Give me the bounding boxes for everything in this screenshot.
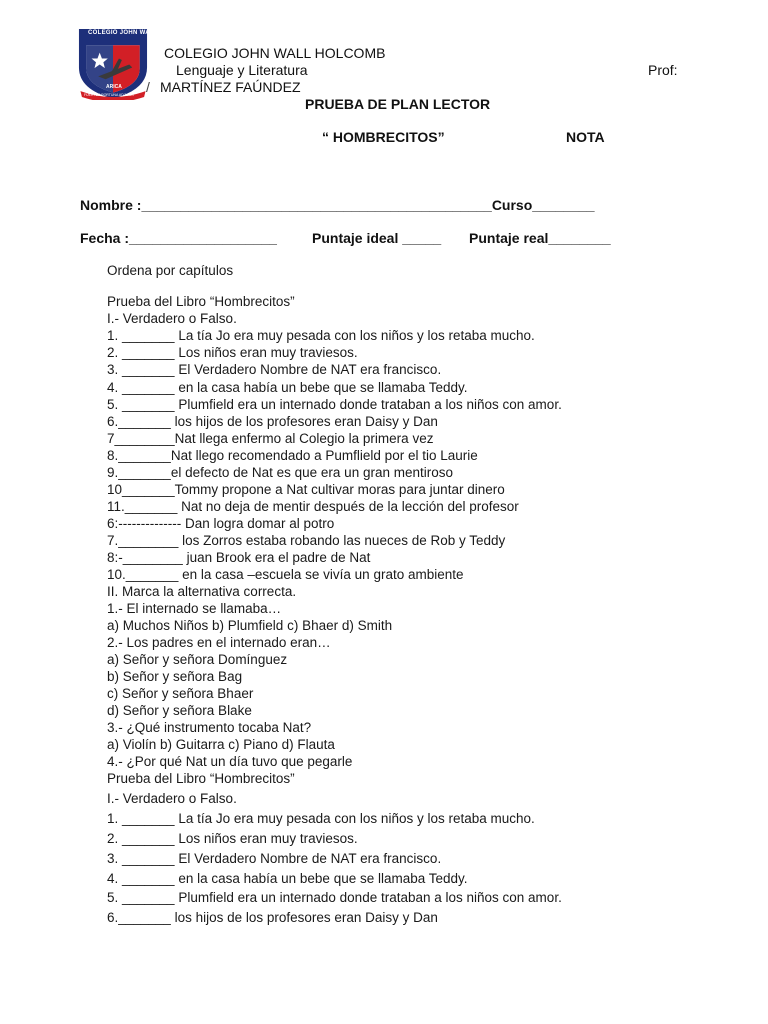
- real-score-field: Puntaje real________: [469, 230, 611, 246]
- body-line: d) Señor y señora Blake: [107, 703, 252, 718]
- body-line: 3.- ¿Qué instrumento tocaba Nat?: [107, 720, 312, 735]
- body-line: 10._______ en la casa –escuela se vivía un grato ambiente: [107, 567, 464, 582]
- crest-motto: FUERTES PORTUNA ADJUVAT: [84, 93, 135, 97]
- body-line: 8:-________ juan Brook era el padre de Nat: [107, 550, 371, 565]
- cut-mark-fragment: /: [146, 79, 150, 95]
- body-line: I.- Verdadero o Falso.: [107, 791, 237, 806]
- body-line: 4. _______ en la casa había un bebe que se llamaba Teddy.: [107, 871, 468, 886]
- crest-bottom-text: ARICA: [106, 84, 122, 90]
- date-field: Fecha :___________________: [80, 230, 277, 246]
- body-line: b) Señor y señora Bag: [107, 669, 243, 684]
- body-line: 3. _______ El Verdadero Nombre de NAT era francisco.: [107, 362, 442, 377]
- body-line: I.- Verdadero o Falso.: [107, 311, 237, 326]
- body-line: Prueba del Libro “Hombrecitos”: [107, 294, 295, 309]
- school-name: COLEGIO JOHN WALL HOLCOMB: [164, 45, 386, 61]
- prof-label: Prof:: [648, 62, 678, 78]
- crest-top-text: COLEGIO JOHN WALL: [88, 30, 158, 36]
- body-line: a) Señor y señora Domínguez: [107, 652, 288, 667]
- body-line: 11._______ Nat no deja de mentir después de la lección del profesor: [107, 499, 519, 514]
- grade-label: NOTA: [566, 129, 605, 145]
- body-line: 5. _______ Plumfield era un internado donde trataban a los niños con amor.: [107, 397, 562, 412]
- teacher-name: MARTÍNEZ FAÚNDEZ: [160, 79, 301, 95]
- body-line: 9._______el defecto de Nat es que era un gran mentiroso: [107, 465, 453, 480]
- ideal-score-field: Puntaje ideal _____: [312, 230, 442, 246]
- body-line: c) Señor y señora Bhaer: [107, 686, 254, 701]
- body-line: 4.- ¿Por qué Nat un día tuvo que pegarle: [107, 754, 353, 769]
- body-line: 3. _______ El Verdadero Nombre de NAT era francisco.: [107, 851, 442, 866]
- body-line: 2. _______ Los niños eran muy traviesos.: [107, 345, 358, 360]
- body-line: 2.- Los padres en el internado eran…: [107, 635, 331, 650]
- book-title: “ HOMBRECITOS”: [322, 129, 445, 145]
- body-line: 1.- El internado se llamaba…: [107, 601, 282, 616]
- body-line: 6._______ los hijos de los profesores eran Daisy y Dan: [107, 414, 438, 429]
- body-line: 6._______ los hijos de los profesores eran Daisy y Dan: [107, 910, 438, 925]
- body-line: 7________Nat llega enfermo al Colegio la primera vez: [107, 431, 434, 446]
- body-line: 6:-------------- Dan logra domar al potro: [107, 516, 335, 531]
- test-title: PRUEBA DE PLAN LECTOR: [305, 96, 491, 112]
- body-line: Ordena por capítulos: [107, 263, 234, 278]
- name-course-field: Nombre :_____________________________________________Curso________: [80, 197, 595, 213]
- body-line: 4. _______ en la casa había un bebe que se llamaba Teddy.: [107, 380, 468, 395]
- body-line: 10_______Tommy propone a Nat cultivar moras para juntar dinero: [107, 482, 505, 497]
- body-line: II. Marca la alternativa correcta.: [107, 584, 297, 599]
- body-line: 8._______Nat llego recomendado a Pumflield por el tio Laurie: [107, 448, 478, 463]
- subject-name: Lenguaje y Literatura: [176, 62, 308, 78]
- body-line: 1. _______ La tía Jo era muy pesada con los niños y los retaba mucho.: [107, 811, 535, 826]
- body-line: Prueba del Libro “Hombrecitos”: [107, 771, 295, 786]
- body-line: a) Muchos Niños b) Plumfield c) Bhaer d) Smith: [107, 618, 393, 633]
- body-line: 5. _______ Plumfield era un internado donde trataban a los niños con amor.: [107, 890, 562, 905]
- body-line: a) Violín b) Guitarra c) Piano d) Flauta: [107, 737, 335, 752]
- body-line: 1. _______ La tía Jo era muy pesada con los niños y los retaba mucho.: [107, 328, 535, 343]
- body-line: 7.________ los Zorros estaba robando las nueces de Rob y Teddy: [107, 533, 506, 548]
- body-line: 2. _______ Los niños eran muy traviesos.: [107, 831, 358, 846]
